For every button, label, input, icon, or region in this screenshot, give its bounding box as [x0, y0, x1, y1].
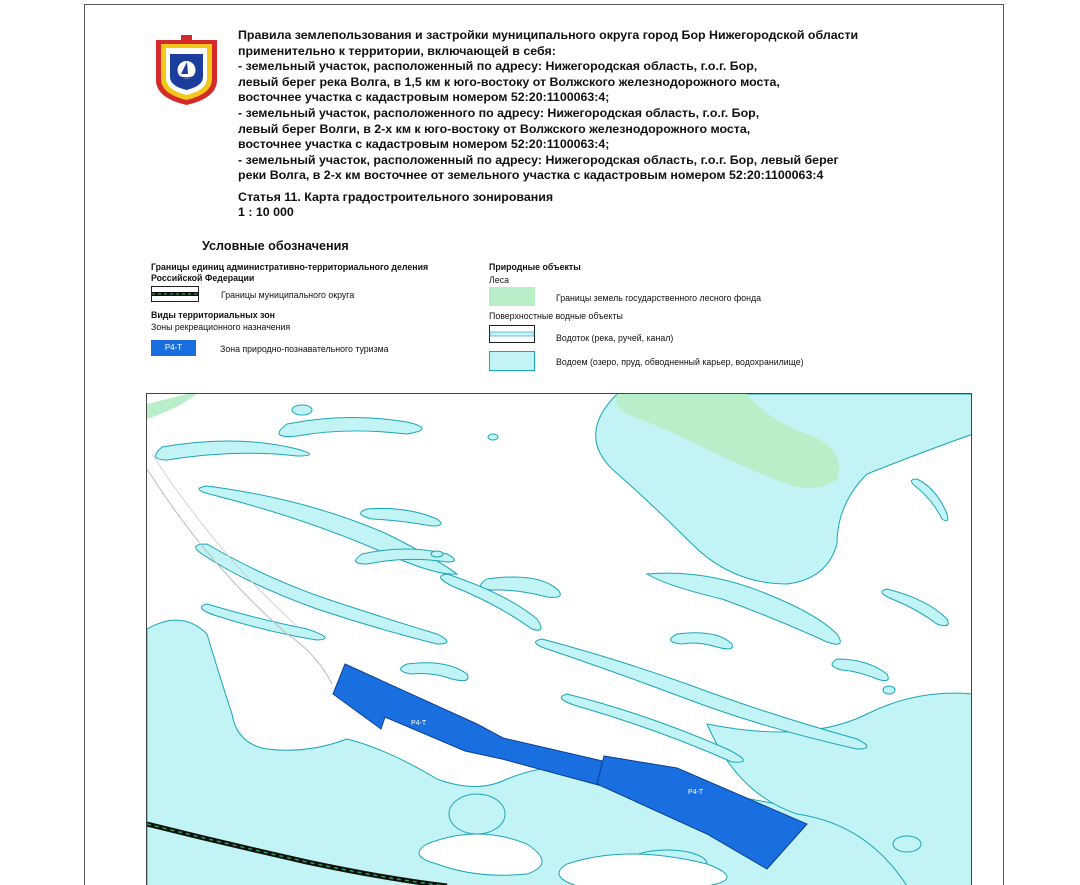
legend-municipal-boundary: Границы муниципального округа	[221, 290, 355, 300]
zone-swatch: Р4-Т	[151, 340, 196, 356]
watercourse-swatch	[489, 325, 535, 343]
municipal-boundary-swatch	[151, 286, 199, 302]
legend-forest-label: Границы земель государственного лесного фонда	[556, 293, 761, 303]
legend-zones-heading: Виды территориальных зон	[151, 310, 275, 320]
small-lake	[883, 686, 895, 694]
article-title: Статья 11. Карта градостроительного зонирования	[238, 190, 554, 204]
forest-area	[147, 394, 197, 419]
title-line: левый берег река Волга, в 1,5 км к юго-востоку от Волжского железнодорожного моста,	[238, 74, 780, 89]
legend-zone-label: Зона природно-познавательного туризма	[220, 344, 389, 354]
shore-road	[152, 454, 297, 626]
document-title	[238, 28, 978, 184]
title-line: левый берег Волги, в 2-х км к юго-востоку от Волжского железнодорожного моста,	[238, 121, 751, 136]
legend-waterbody-label: Водоем (озеро, пруд, обводненный карьер, водохранилище)	[556, 357, 804, 367]
coat-of-arms-icon	[154, 34, 219, 106]
legend-recreation-heading: Зоны рекреационного назначения	[151, 322, 291, 332]
small-lake	[449, 794, 505, 834]
channel	[156, 441, 310, 460]
forest-swatch	[489, 287, 535, 306]
channel	[201, 604, 325, 640]
title-line: - земельный участок, расположенного по адресу: Нижегородская область, г.о.г. Бор,	[238, 105, 760, 120]
title-line: восточнее участка с кадастровым номером 52:20:1100063:4;	[238, 90, 610, 105]
legend-title: Условные обозначения	[202, 239, 349, 253]
small-lake	[893, 836, 921, 852]
map-canvas	[147, 394, 972, 885]
channel	[671, 633, 733, 649]
channel	[911, 479, 947, 521]
small-lake	[488, 434, 498, 440]
channel	[647, 573, 840, 644]
zone-label: Р4-Т	[688, 789, 704, 796]
zone-label: Р4-Т	[411, 720, 427, 727]
title-line: - земельный участок, расположенный по адресу: Нижегородская область, г.о.г. Бор,	[238, 59, 758, 74]
title-line: Правила землепользования и застройки муниципального округа город Бор Нижегородской области	[238, 28, 859, 42]
legend-forests: Леса	[489, 275, 509, 285]
title-line: реки Волга, в 2-х км восточнее от земельного участка с кадастровым номером 52:20:1100063:4	[238, 168, 824, 183]
legend-natural-heading: Природные объекты	[489, 262, 581, 272]
legend-admin-heading: Границы единиц административно-территориального деления Российской Федерации	[151, 262, 429, 283]
small-lake	[292, 405, 312, 415]
channel	[401, 663, 468, 681]
channel	[832, 659, 888, 681]
title-line: - земельный участок, расположенный по адресу: Нижегородская область, г.о.г. Бор, левый берег	[238, 152, 839, 167]
legend-watercourse-label: Водоток (река, ручей, канал)	[556, 333, 674, 343]
title-line: применительно к территории, включающей в себя:	[238, 43, 556, 58]
channel	[882, 589, 948, 626]
channel	[279, 417, 422, 436]
map-scale: 1 : 10 000	[238, 205, 294, 219]
legend-water-heading: Поверхностные водные объекты	[489, 311, 623, 321]
channel	[361, 508, 441, 526]
small-lake	[431, 551, 443, 557]
channel	[536, 639, 867, 749]
zoning-map[interactable]	[146, 393, 972, 885]
title-line: восточнее участка с кадастровым номером 52:20:1100063:4;	[238, 137, 610, 152]
waterbody-swatch	[489, 351, 535, 371]
article-block	[238, 190, 553, 220]
